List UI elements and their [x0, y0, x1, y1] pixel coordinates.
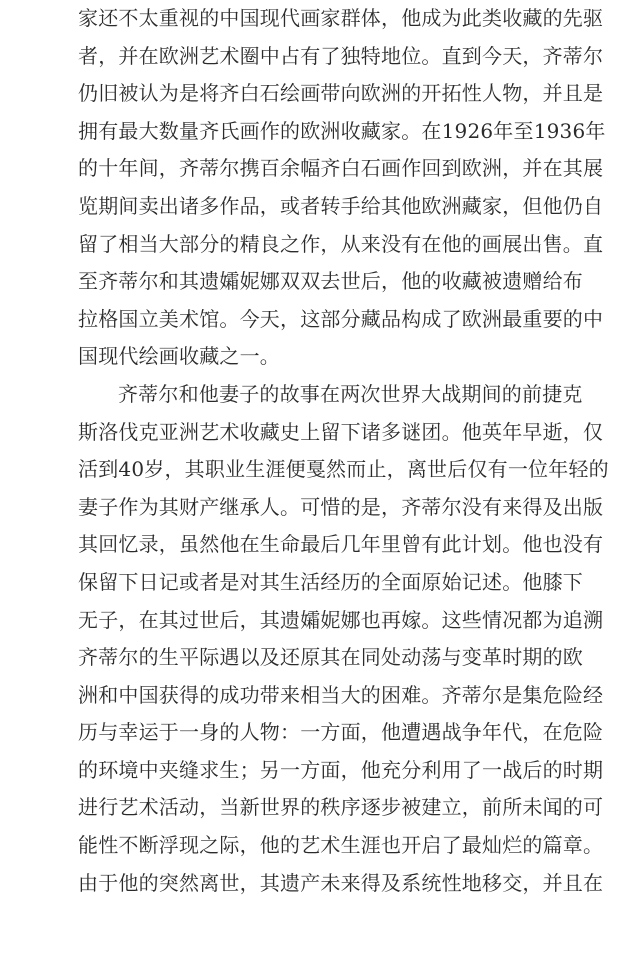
text-line: 活到40岁，其职业生涯便戛然而止，离世后仅有一位年轻的 — [78, 457, 609, 482]
text-line: 齐蒂尔的生平际遇以及还原其在同处动荡与变革时期的欧 — [78, 645, 583, 670]
body-text — [78, 0, 609, 902]
text-line: 其回忆录，虽然他在生命最后几年里曾有此计划。他也没有 — [78, 532, 604, 557]
text-line: 家还不太重视的中国现代画家群体，他成为此类收藏的先驱 — [78, 6, 604, 30]
text-line: 历与幸运于一身的人物：一方面，他遭遇战争年代，在危险 — [78, 720, 604, 745]
text-line: 者，并在欧洲艺术圈中占有了独特地位。直到今天，齐蒂尔 — [78, 43, 604, 68]
paragraph-start-line: 齐蒂尔和他妻子的故事在两次世界大战期间的前捷克 — [118, 381, 583, 406]
text-line: 进行艺术活动，当新世界的秩序逐步被建立，前所未闻的可 — [78, 795, 604, 820]
text-line: 能性不断浮现之际，他的艺术生涯也开启了最灿烂的篇章。 — [78, 833, 604, 858]
text-line: 无子，在其过世后，其遗孀妮娜也再嫁。这些情况都为追溯 — [78, 607, 604, 632]
text-line: 斯洛伐克亚洲艺术收藏史上留下诸多谜团。他英年早逝，仅 — [78, 419, 604, 444]
text-line: 洲和中国获得的成功带来相当大的困难。齐蒂尔是集危险经 — [78, 682, 604, 707]
text-line: 留了相当大部分的精良之作，从来没有在他的画展出售。直 — [78, 231, 604, 256]
text-line: 览期间卖出诸多作品，或者转手给其他欧洲藏家，但他仍自 — [78, 193, 604, 218]
text-line: 仍旧被认为是将齐白石绘画带向欧洲的开拓性人物，并且是 — [78, 81, 604, 106]
text-line: 拉格国立美术馆。今天，这部分藏品构成了欧洲最重要的中 — [78, 306, 604, 331]
text-line: 国现代绘画收藏之一。 — [78, 344, 280, 369]
text-line: 由于他的突然离世，其遗产未来得及系统性地移交，并且在 — [78, 870, 604, 895]
text-line: 的环境中夹缝求生；另一方面，他充分利用了一战后的时期 — [78, 757, 604, 782]
text-line: 的十年间，齐蒂尔携百余幅齐白石画作回到欧洲，并在其展 — [78, 156, 604, 181]
text-line: 保留下日记或者是对其生活经历的全面原始记述。他膝下 — [78, 569, 583, 594]
text-line: 至齐蒂尔和其遗孀妮娜双双去世后，他的收藏被遗赠给布 — [78, 269, 583, 294]
text-line: 妻子作为其财产继承人。可惜的是，齐蒂尔没有来得及出版 — [78, 494, 604, 519]
text-line: 拥有最大数量齐氏画作的欧洲收藏家。在1926年至1936年 — [78, 118, 606, 143]
